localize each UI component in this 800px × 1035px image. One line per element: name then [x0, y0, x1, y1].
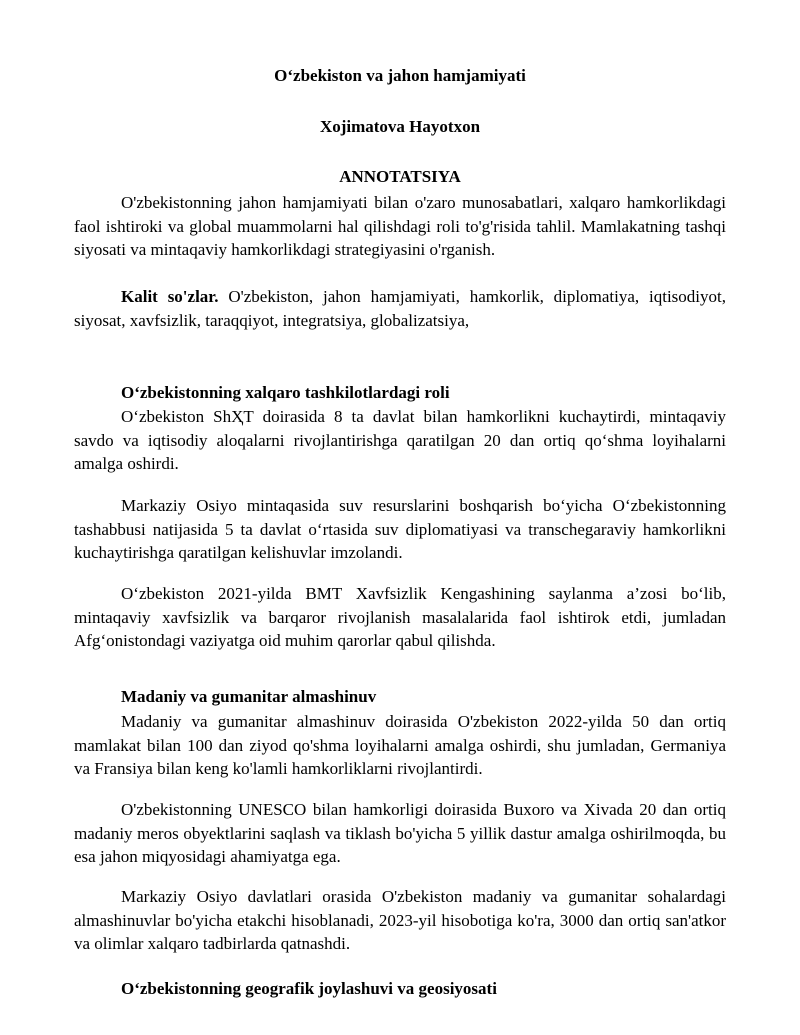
section1-paragraph: O‘zbekiston 2021-yilda BMT Xavfsizlik Kengashining saylanma a’zosi bo‘lib, mintaqaviy xavfsizlik va barqaror rivojlanish masalalarida faol ishtirok etdi, jumladan Afg‘onistondagi vaziyatga oid muhim qarorlar qabul qilishda. — [74, 584, 726, 650]
paper-title: O‘zbekiston va jahon hamjamiyati — [274, 66, 526, 85]
section-heading-geography: O‘zbekistonning geografik joylashuvi va geosiyosati — [121, 979, 497, 998]
section-heading-international-role: O‘zbekistonning xalqaro tashkilotlardagi roli — [121, 383, 450, 402]
section1-paragraph: Markaziy Osiyo mintaqasida suv resurslarini boshqarish bo‘yicha O‘zbekistonning tashabbusi natijasida 5 ta davlat o‘rtasida suv diplomatiyasi va transchegaraviy hamkorlikni kuchaytirishga qaratilgan kelishuvlar imzolandi. — [74, 496, 726, 562]
keywords-label: Kalit so'zlar. — [121, 287, 219, 306]
section-heading-cultural-exchange: Madaniy va gumanitar almashinuv — [121, 687, 377, 706]
section1-paragraph: O‘zbekiston ShҲT doirasida 8 ta davlat bilan hamkorlikni kuchaytirdi, mintaqaviy savdo va iqtisodiy aloqalarni rivojlantirishga qaratilgan 20 dan ortiq qo‘shma loyihalarni amalga oshirdi. — [74, 407, 726, 473]
keywords-text: O'zbekiston, jahon hamjamiyati, hamkorlik, diplomatiya, iqtisodiyot, siyosat, xavfsizlik, taraqqiyot, integratsiya, globalizatsiya, — [74, 287, 726, 330]
keywords-paragraph — [74, 285, 726, 332]
annotation-heading: ANNOTATSIYA — [339, 167, 461, 186]
annotation-paragraph: O'zbekistonning jahon hamjamiyati bilan o'zaro munosabatlari, xalqaro hamkorlikdagi faol ishtiroki va global muammolarni hal qilishdagi roli to'g'risida tahlil. Mamlakatning tashqi siyosati va mintaqaviy hamkorlikdagi strategiyasini o'rganish. — [74, 193, 726, 259]
section2-paragraph: Markaziy Osiyo davlatlari orasida O'zbekiston madaniy va gumanitar sohalardagi almashinuvlar bo'yicha etakchi hisoblanadi, 2023-yil hisobotiga ko'ra, 3000 dan ortiq san'atkor va olimlar xalqaro tadbirlarda qatnashdi. — [74, 887, 726, 953]
section2-paragraph: Madaniy va gumanitar almashinuv doirasida O'zbekiston 2022-yilda 50 dan ortiq mamlakat bilan 100 dan ziyod qo'shma loyihalarni amalga oshirdi, shu jumladan, Germaniya va Fransiya bilan keng ko'lamli hamkorliklarni rivojlantirdi. — [74, 712, 726, 778]
section2-paragraph: O'zbekistonning UNESCO bilan hamkorligi doirasida Buxoro va Xivada 20 dan ortiq madaniy meros obyektlarini saqlash va tiklash bo'yicha 5 yillik dastur amalga oshirilmoqda, bu esa jahon miqyosidagi ahamiyatga ega. — [74, 800, 726, 866]
author-name: Xojimatova Hayotxon — [319, 117, 481, 136]
